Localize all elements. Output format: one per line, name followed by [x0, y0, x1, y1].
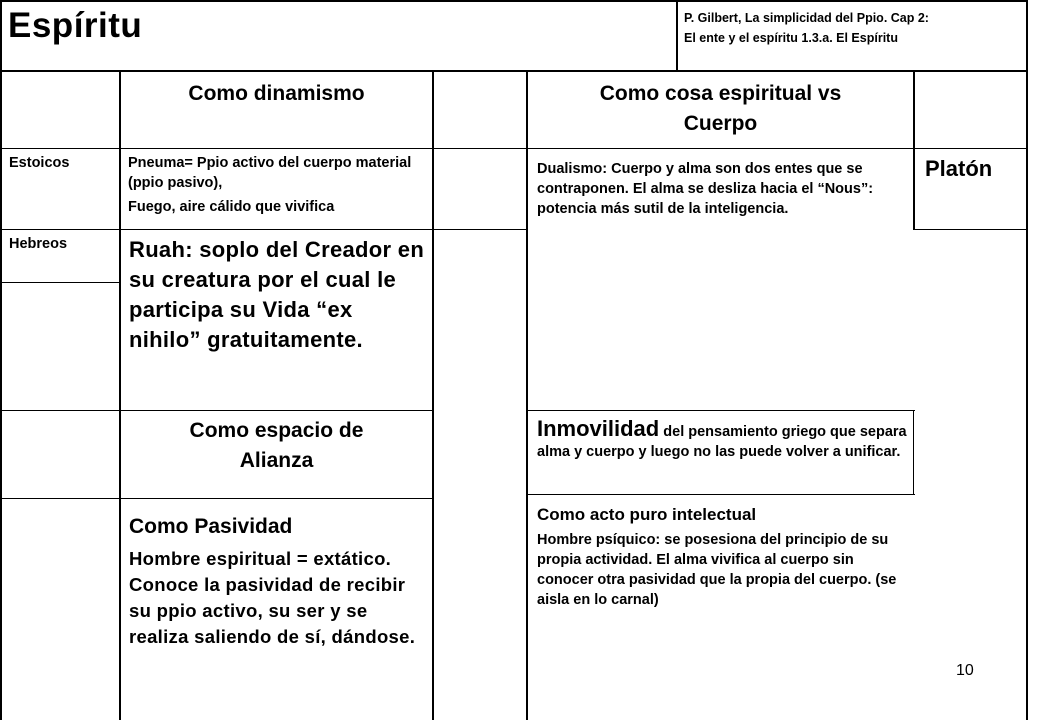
right-col-divider-lower	[913, 410, 914, 495]
hebreos-text: Ruah: soplo del Creador en su creatura por el cual le participa su Vida “ex nihilo” gratuitamente.	[129, 237, 425, 352]
table-border-left	[0, 0, 2, 720]
header-como-espacio-de-alianza: Como espacio de Alianza	[189, 419, 364, 472]
col-divider-4	[913, 72, 915, 230]
header-row-bottom	[0, 148, 1028, 149]
header-como-cosa-espiritual: Como cosa espiritual vs Cuerpo	[599, 82, 842, 135]
acto-puro-text: Hombre psíquico: se posesiona del principio de su propia actividad. El alma vivifica al cuerpo sin conocer otra pasividad que la propia del cuerpo. (se aisla en lo carnal)	[537, 532, 897, 608]
alianza-row-bottom-left	[0, 498, 434, 499]
row-label-estoicos: Estoicos	[9, 155, 70, 171]
hebreos-row-bottom-left	[0, 410, 434, 411]
page-number: 10	[956, 662, 974, 679]
slide-title: Espíritu	[8, 6, 143, 45]
inmovilidad-lead: Inmovilidad	[537, 416, 660, 441]
header-como-pasividad: Como Pasividad	[129, 515, 293, 538]
estoicos-row-bottom-right	[913, 229, 1028, 230]
estoicos-text-2: Fuego, aire cálido que vivifica	[128, 199, 335, 215]
dualismo-text: Dualismo: Cuerpo y alma son dos entes que se contraponen. El alma se desliza hacia el “Nous”: potencia más sutil de la inteligencia.	[537, 161, 874, 217]
estoicos-row-bottom-left	[0, 229, 528, 230]
inmovilidad-rest: del pensamiento griego que separa alma y cuerpo y luego no las puede volver a unificar.	[537, 424, 907, 460]
header-como-dinamismo: Como dinamismo	[188, 82, 365, 105]
col-divider-2	[432, 72, 434, 720]
header-como-acto-puro: Como acto puro intelectual	[537, 505, 757, 524]
title-row-bottom	[0, 70, 1028, 72]
pasividad-text: Hombre espiritual = extático. Conoce la pasividad de recibir su ppio activo, su ser y se realiza saliendo de sí, dándose.	[129, 548, 416, 647]
hebreos-label-bottom	[0, 282, 120, 283]
reference-note	[684, 8, 929, 48]
hebreos-row-bottom-right	[526, 410, 915, 411]
reference-line-1: P. Gilbert, La simplicidad del Ppio. Cap 2:	[684, 11, 929, 25]
table-border-right	[1026, 0, 1028, 720]
estoicos-text	[128, 153, 428, 217]
title-ref-divider	[676, 0, 678, 72]
acto-puro-cell	[537, 503, 909, 610]
inmovilidad-row-bottom	[526, 494, 915, 495]
col-divider-1	[119, 72, 121, 720]
reference-line-2: El ente y el espíritu 1.3.a. El Espíritu	[684, 31, 898, 45]
platon-label: Platón	[925, 156, 993, 181]
col-divider-3	[526, 72, 528, 720]
row-label-hebreos: Hebreos	[9, 236, 68, 252]
table-border-top	[0, 0, 1028, 2]
inmovilidad-text	[537, 416, 909, 462]
pasividad-cell	[129, 512, 429, 650]
estoicos-text-1: Pneuma= Ppio activo del cuerpo material (ppio pasivo),	[128, 155, 412, 191]
